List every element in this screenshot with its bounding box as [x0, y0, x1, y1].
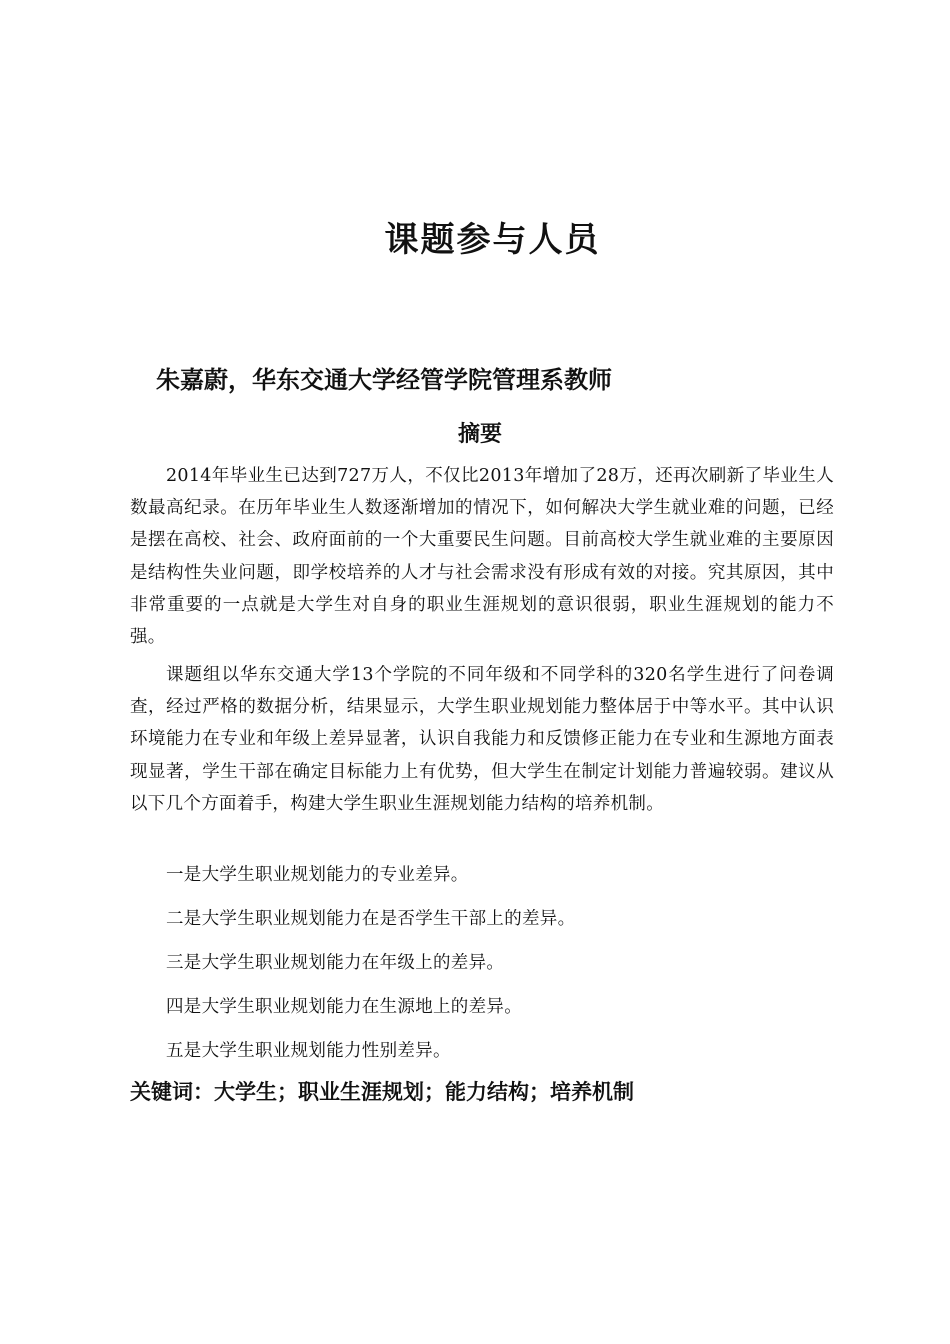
abstract-paragraph-1: 2014年毕业生已达到727万人，不仅比2013年增加了28万，还再次刷新了毕业生人数最高纪录。在历年毕业生人数逐渐增加的情况下，如何解决大学生就业难的问题，已经是摆在高校、社会、政府面前的一个大重要民生问题。目前高校大学生就业难的主要原因是结构性失业问题，即学校培养的人才与社会需求没有形成有效的对接。究其原因，其中非常重要的一点就是大学生对自身的职业生涯规划的意识很弱，职业生涯规划的能力不强。 — [130, 466, 834, 648]
page-title: 课题参与人员 — [384, 220, 601, 260]
participant-entry: 朱嘉蔚，华东交通大学经管学院管理系教师 — [156, 366, 612, 394]
list-item: 四是大学生职业规划能力在生源地上的差异。 — [166, 997, 522, 1017]
abstract-heading: 摘要 — [457, 422, 502, 447]
list-item: 二是大学生职业规划能力在是否学生干部上的差异。 — [166, 909, 576, 929]
list-item: 一是大学生职业规划能力的专业差异。 — [166, 865, 469, 885]
list-item: 三是大学生职业规划能力在年级上的差异。 — [166, 953, 505, 973]
keywords-line: 关键词：大学生；职业生涯规划；能力结构；培养机制 — [130, 1080, 634, 1104]
abstract-paragraph-2: 课题组以华东交通大学13个学院的不同年级和不同学科的320名学生进行了问卷调查，经过严格的数据分析，结果显示，大学生职业规划能力整体居于中等水平。其中认识环境能力在专业和年级上差异显著，认识自我能力和反馈修正能力在专业和生源地方面表现显著，学生干部在确定目标能力上有优势，但大学生在制定计划能力普遍较弱。建议从以下几个方面着手，构建大学生职业生涯规划能力结构的培养机制。 — [130, 665, 834, 814]
list-item: 五是大学生职业规划能力性别差异。 — [166, 1041, 451, 1061]
